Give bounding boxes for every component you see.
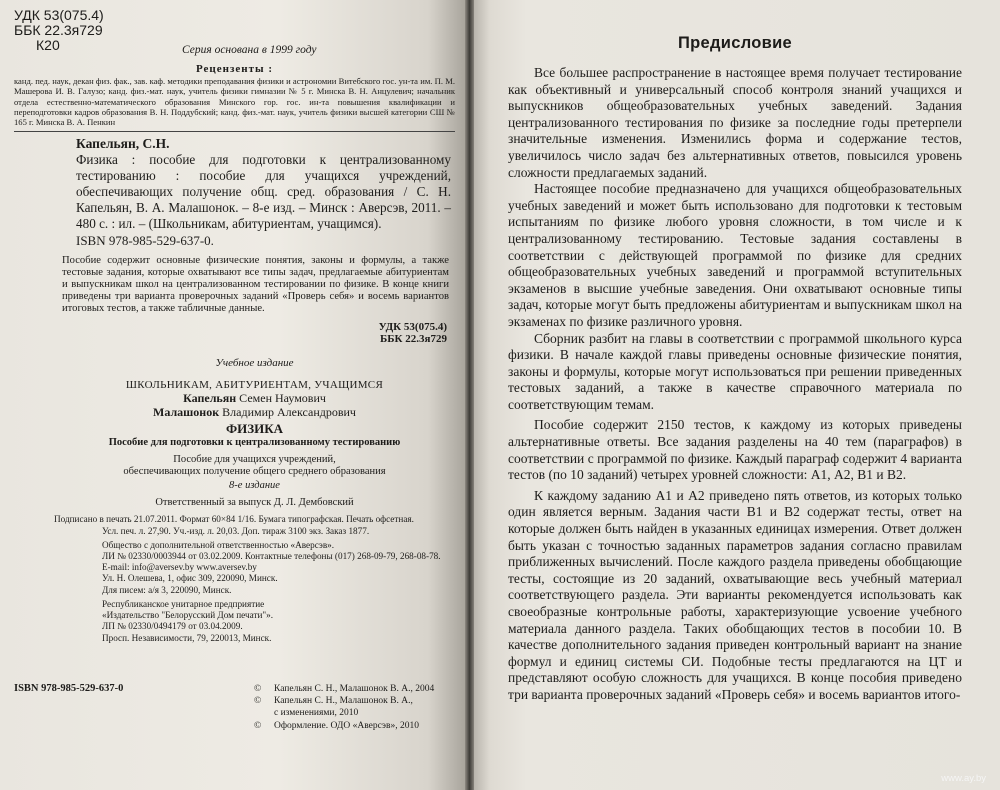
series-note: Серия основана в 1999 году [182,44,317,56]
book-description [54,454,455,478]
book-subtitle: Пособие для подготовки к централизованному тестированию [108,437,401,449]
author1-first: Семен Наумович [239,391,326,406]
desc-line-1: Пособие для учащихся учреждений, [173,454,336,466]
imprint-line: Подписано в печать 21.07.2011. Формат 60×84 1/16. Бумага типографская. Печать офсетная. [54,514,414,525]
preface-paragraph: К каждому заданию А1 и А2 приведено пять ответов, из которых только один является верным. Задания части В1 и В2 содержат тесты, ответ на которые должен быть найден в указанных единицах измерения. Ответ должен быть указан с точностью заданных параметров задания согласно правилам приближенных вычислений. После каждого раздела приведены обобщающие тесты, состоящие из 20 заданий, охватывающие весь учебный материал соответствующего раздела. Эти варианты рекомендуется использовать как своеобразные контрольные работы, характеризующие усвоение учебного материала данного раздела. Таких обобщающих тестов в пособии 10. В качестве дополнительного задания приведен контрольный вариант на знание формул и единиц системы СИ. Подобные тесты предлагаются на ЦТ и представляют особую сложность для учащихся. В конце пособия приведено три варианта проверочных заданий «Проверь себя» и восемь вариантов итого- [508,487,962,702]
preface-title: Предисловие [677,34,792,52]
reviewers-heading: Рецензенты : [195,63,274,75]
isbn-bottom: ISBN 978-985-529-637-0 [14,683,124,694]
preface-paragraph: Настоящее пособие предназначено для учащихся общеобразовательных учебных заведений и может быть использовано для подготовки к тестовым испытаниям по физике любого уровня сложности, в том числе и к централизованному тестированию. Тестовые задания составлены в соответствии с действующей программой по физике для средних общеобразовательных учебных заведений и программой вступительных экзаменов в высшие учебные заведения. Они охватывают основные типы задач, которые могут быть предложены абитуриентам и выпускникам школ на экзаменах по физике различного уровня. [508,181,962,329]
udk-block-right [14,321,447,345]
preface-paragraph: Все большее распространение в настоящее время получает тестирование как объективный и универсальный способ контроля знаний учащихся и выпускников общеобразовательных учебных заведений. Задания централизованного тестирования по физике за последние годы претерпели значительные изменения. Изменились форма и содержание тестов, увеличилось число задач без альтернативных ответов, повысился уровень сложности предлагаемых заданий. [508,65,962,180]
bibliographic-record: Физика : пособие для подготовки к централизованному тестированию : пособие для учащихся учреждений, обеспечивающих получение общ. сред. образования / С. Н. Капельян, В. А. Малашонок. – 8-е изд. – Минск : Аверсэв, 2011. – 480 с. : ил. – (Школьникам, абитуриентам, учащимся). [76,152,451,231]
desc-line-2: обеспечивающих получение общего среднего образования [123,466,386,478]
copyright-line: с изменениями, 2010 [274,708,359,719]
imprint-line: ЛП № 02330/0494179 от 03.04.2009. [102,621,243,632]
author2-last: Малашонок [153,405,220,420]
udk-code: УДК 53(075.4) [14,7,104,23]
imprint-line: «Издательство "Белорусский Дом печати"». [102,610,274,621]
right-page [474,0,1000,790]
bbk-code-right: ББК 22.3я729 [380,333,447,346]
imprint-line: Общество с дополнительной ответственностью «Аверсэв». [102,539,335,550]
copyright-block [254,683,434,732]
responsible-editor: Ответственный за выпуск Д. Л. Дембовский [155,497,354,509]
copyright-icon: © [254,684,262,694]
author1-last: Капельян [183,391,237,406]
left-page [0,0,465,790]
watermark: www.ay.by [941,773,986,784]
imprint-line: Усл. печ. л. 27,90. Уч.-изд. л. 20,03. Доп. тираж 3100 экз. Заказ 1877. [102,525,370,536]
k20-code: К20 [36,37,60,53]
imprint-block [54,514,455,643]
preface-paragraph: Пособие содержит 2150 тестов, к каждому из которых приведены альтернативные ответы. Все задания разделены на 40 тем (параграфов) в соответствии с программой по физике. Каждый параграф содержит 4 варианта тестов (по 10 заданий) четырех уровней сложности: А1, А2, В1 и В2. [508,417,962,483]
preface-paragraph: Сборник разбит на главы в соответствии с программой школьного курса физики. В начале каждой главы приведены основные физические понятия, законы и формулы, которые могут использоваться при решении приведенных тестовых заданий, а также в качестве справочного материала по соответствующим темам. [508,330,962,412]
author-heading: Капельян, С.Н. [76,136,170,152]
imprint-line: ЛИ № 02330/0003944 от 03.02.2009. Контактные телефоны (017) 268-09-79, 268-08-78. [102,551,441,562]
annotation: Пособие содержит основные физические понятия, законы и формулы, а также тестовые задания, которые охватывают все типы задач, предлагаемые абитуриентам и выпускникам школ на централизованном тестировании по физике. В конце книги приведены три варианта проверочных заданий «Проверь себя» и восемь вариантов итоговых тестов, а также табличные данные. [62,255,449,315]
audience-line: ШКОЛЬНИКАМ, АБИТУРИЕНТАМ, УЧАЩИМСЯ [125,379,384,392]
imprint-line: Для писем: а/я 3, 220090, Минск. [102,584,232,595]
book-title: ФИЗИКА [225,421,284,437]
imprint-line: Ул. Н. Олешева, 1, офис 309, 220090, Минск. [102,573,278,584]
copyright-line: © Капельян С. Н., Малашонок В. А., [254,696,413,707]
isbn-record: ISBN 978-985-529-637-0. [76,233,214,249]
imprint-line: Республиканское унитарное предприятие [102,598,265,609]
copyright-icon: © [254,720,262,731]
author-line-2 [54,405,455,419]
divider [14,131,455,132]
reviewers-text: канд. пед. наук, декан физ. фак., зав. каф. методики преподавания физики и астрономии Витебского гос. ун-та им. П. М. Машерова И. В. Галузо; канд. физ.-мат. наук, учитель физики гимназии № 5 г. Минска В. Н. Анцулевич; начальник отдела естественно-математического образования Минского гор. гос. ин-та повышения квалификации и переподготовки кадров образования В. Н. Поддубский; канд. физ.-мат. наук, учитель физики высшей категории СШ № 165 г. Минска В. А. Пенкин [14,76,455,128]
edition-number: 8-е издание [229,480,280,492]
author-line-1 [54,391,455,405]
imprint-line: Просп. Независимости, 79, 220013, Минск. [102,632,272,643]
edition-type: Учебное издание [215,357,294,370]
imprint-line: E-mail: info@aversev.by www.aversev.by [102,562,257,573]
copyright-line: © Оформление. ОДО «Аверсэв», 2010 [254,720,419,731]
udk-code-right: УДК 53(075.4) [378,321,447,334]
copyright-line: © Капельян С. Н., Малашонок В. А., 2004 [254,684,435,694]
bbk-code: ББК 22.3я729 [14,22,103,38]
book-gutter [465,0,474,790]
author2-first: Владимир Александрович [222,405,356,420]
copyright-icon: © [254,696,262,707]
